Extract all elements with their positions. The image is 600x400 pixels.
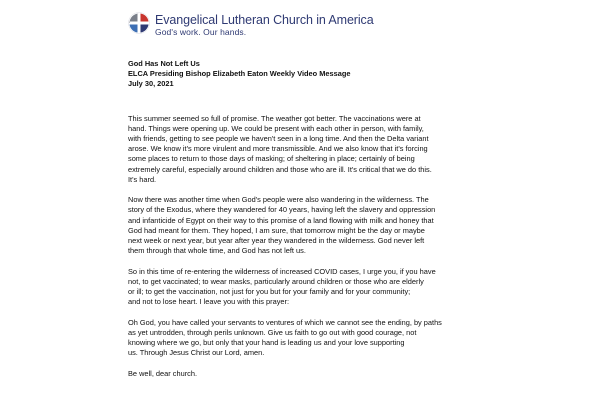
paragraph-line: It's hard. (128, 174, 157, 184)
message-header (128, 59, 488, 90)
paragraph-line: story of the Exodus, where they wandered for 40 years, having left the slavery and oppression (128, 205, 436, 215)
paragraph-line: as yet untrodden, through perils unknown. Give us faith to go out with good courage, not (128, 327, 417, 337)
paragraph (128, 369, 488, 379)
paragraph-line: them through that whole time, and God has not left us. (128, 246, 306, 256)
paragraph-line: God had meant for them. They hoped, I am sure, that tomorrow might be the day or maybe (128, 225, 425, 235)
paragraph-line: some places to return to those days of masking; of sheltering in place; certainly of being (128, 154, 415, 164)
paragraph (128, 318, 488, 359)
paragraph (128, 267, 488, 308)
paragraph-line: Oh God, you have called your servants to ventures of which we cannot see the ending, by paths (128, 317, 442, 327)
paragraph-line: hand. Things were opening up. We could be present with each other in person, with family, (128, 123, 424, 133)
paragraph (128, 114, 488, 185)
paragraph-list (128, 114, 488, 379)
message-date: July 30, 2021 (128, 79, 174, 89)
paragraph-line: and infanticide of Egypt on their way to this promise of a land flowing with milk and honey that (128, 215, 434, 225)
paragraph-line: arose. We know it's more virulent and more transmissible. And we also know that it's forcing (128, 144, 428, 154)
paragraph-line: So in this time of re-entering the wilderness of increased COVID cases, I urge you, if you have (128, 266, 436, 276)
logo-text (155, 13, 374, 38)
paragraph-line: and not to lose heart. I leave you with this prayer: (128, 297, 290, 307)
paragraph-line: not, to get vaccinated; to wear masks, particularly around children or those who are elderly (128, 276, 424, 286)
organization-tagline: God's work. Our hands. (155, 27, 247, 37)
paragraph-line: extremely careful, especially around children and those who are ill. It's critical that we do this. (128, 164, 432, 174)
paragraph-line: This summer seemed so full of promise. The weather got better. The vaccinations were at (128, 113, 421, 123)
paragraph-line: or ill; to get the vaccination, not just for you but for your family and for your community; (128, 287, 411, 297)
paragraph-line: next week or next year, but year after year they wandered in the wilderness. God never left (128, 236, 425, 246)
paragraph-line: us. Through Jesus Christ our Lord, amen. (128, 348, 265, 358)
paragraph-line: with friends, getting to see people we haven't seen in a long time. And then the Delta variant (128, 134, 429, 144)
paragraph-line: Be well, dear church. (128, 368, 198, 378)
elca-cross-logo-icon (128, 12, 150, 34)
message-subtitle: ELCA Presiding Bishop Elizabeth Eaton Weekly Video Message (128, 69, 351, 79)
message-title: God Has Not Left Us (128, 59, 200, 68)
message-body (128, 59, 488, 389)
paragraph-line: Now there was another time when God's people were also wandering in the wilderness. The (128, 195, 429, 205)
paragraph (128, 195, 488, 256)
paragraph-line: knowing where we go, but only that your hand is leading us and your love supporting (128, 338, 405, 348)
organization-name: Evangelical Lutheran Church in America (155, 13, 374, 27)
